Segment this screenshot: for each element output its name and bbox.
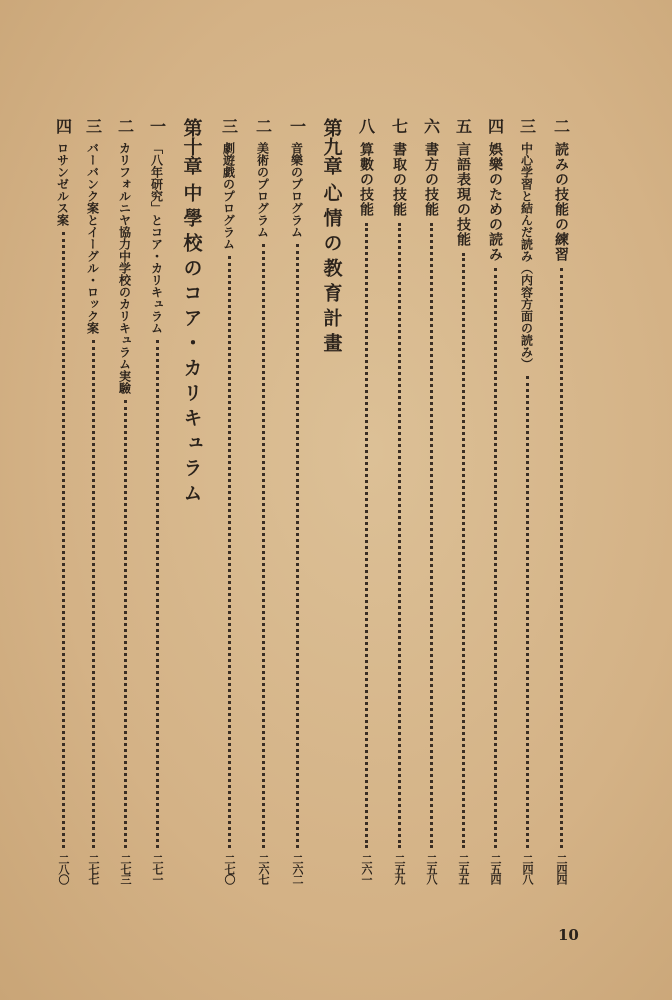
entry-title: 「八年研究」とコア・カリキュラム (149, 142, 164, 334)
chapter-heading (318, 118, 346, 884)
entry-number: 五 (453, 118, 473, 134)
toc-entry (80, 118, 106, 884)
entry-page-number: 二七〇 (223, 854, 236, 884)
entry-title: ロサンゼルス案 (55, 142, 70, 226)
dot-leader (398, 223, 401, 848)
entry-page-number: 二六一 (360, 854, 373, 884)
entry-title: 書方の技能 (423, 142, 439, 217)
dot-leader (365, 223, 368, 848)
entry-title: カリフォルニヤ協力中学校のカリキュラム実驗 (117, 142, 132, 394)
entry-page-number: 二七七 (87, 854, 100, 884)
dot-leader (462, 253, 465, 848)
chapter-number: 第十章 (180, 118, 203, 175)
entry-title: 美術のプログラム (255, 142, 270, 238)
toc-entry (250, 118, 276, 884)
toc-entry (450, 118, 476, 884)
entry-number: 七 (389, 118, 409, 134)
toc-entry (514, 118, 540, 884)
entry-page-number: 二五四 (489, 854, 502, 884)
toc-entry (353, 118, 379, 884)
chapter-heading (178, 118, 206, 884)
chapter-title: 中學校のコア・カリキュラム (180, 183, 203, 508)
entry-page-number: 二六七 (257, 854, 270, 884)
entry-title: 読みの技能の練習 (553, 142, 569, 262)
chapter-number: 第九章 (320, 118, 343, 175)
entry-number: 三 (219, 118, 239, 134)
dot-leader (526, 376, 529, 848)
entry-number: 二 (253, 118, 273, 134)
entry-number: 四 (485, 118, 505, 134)
entry-page-number: 二五八 (425, 854, 438, 884)
entry-number: 三 (83, 118, 103, 134)
dot-leader (62, 232, 65, 848)
entry-page-number: 二八〇 (57, 854, 70, 884)
chapter-title: 心情の教育計畫 (320, 183, 343, 358)
entry-page-number: 二七一 (151, 854, 164, 884)
toc-entry (418, 118, 444, 884)
page-number: 10 (558, 926, 579, 944)
entry-title: 娯樂のための読み (487, 142, 503, 262)
dot-leader (124, 400, 127, 848)
dot-leader (156, 340, 159, 848)
entry-title: 音樂のプログラム (289, 142, 304, 238)
toc-entry (284, 118, 310, 884)
dot-leader (296, 244, 299, 848)
dot-leader (92, 340, 95, 848)
entry-title: バーバンク案とイーグル・ロック案 (85, 142, 100, 334)
entry-page-number: 二五九 (393, 854, 406, 884)
dot-leader (228, 256, 231, 848)
entry-title: 言語表現の技能 (455, 142, 471, 247)
toc-entry (386, 118, 412, 884)
toc-entry (112, 118, 138, 884)
entry-title: 劇遊戯のプログラム (221, 142, 236, 250)
entry-title: 書取の技能 (391, 142, 407, 217)
entry-page-number: 二六二 (291, 854, 304, 884)
dot-leader (430, 223, 433, 848)
dot-leader (560, 268, 563, 848)
entry-page-number: 二七三 (119, 854, 132, 884)
entry-number: 六 (421, 118, 441, 134)
entry-number: 一 (147, 118, 167, 134)
entry-number: 四 (53, 118, 73, 134)
dot-leader (494, 268, 497, 848)
entry-page-number: 二四八 (521, 854, 534, 884)
entry-number: 八 (356, 118, 376, 134)
toc-entry (50, 118, 76, 884)
entry-title: 算數の技能 (358, 142, 374, 217)
toc-entry (216, 118, 242, 884)
entry-number: 二 (115, 118, 135, 134)
toc-entry (144, 118, 170, 884)
toc-entry (482, 118, 508, 884)
dot-leader (262, 244, 265, 848)
entry-title: 中心学習と結んだ読み（内容方面の読み） (519, 142, 534, 370)
entry-number: 二 (551, 118, 571, 134)
entry-page-number: 二五五 (457, 854, 470, 884)
entry-number: 三 (517, 118, 537, 134)
entry-number: 一 (287, 118, 307, 134)
toc-entry (548, 118, 574, 884)
entry-page-number: 二四四 (555, 854, 568, 884)
